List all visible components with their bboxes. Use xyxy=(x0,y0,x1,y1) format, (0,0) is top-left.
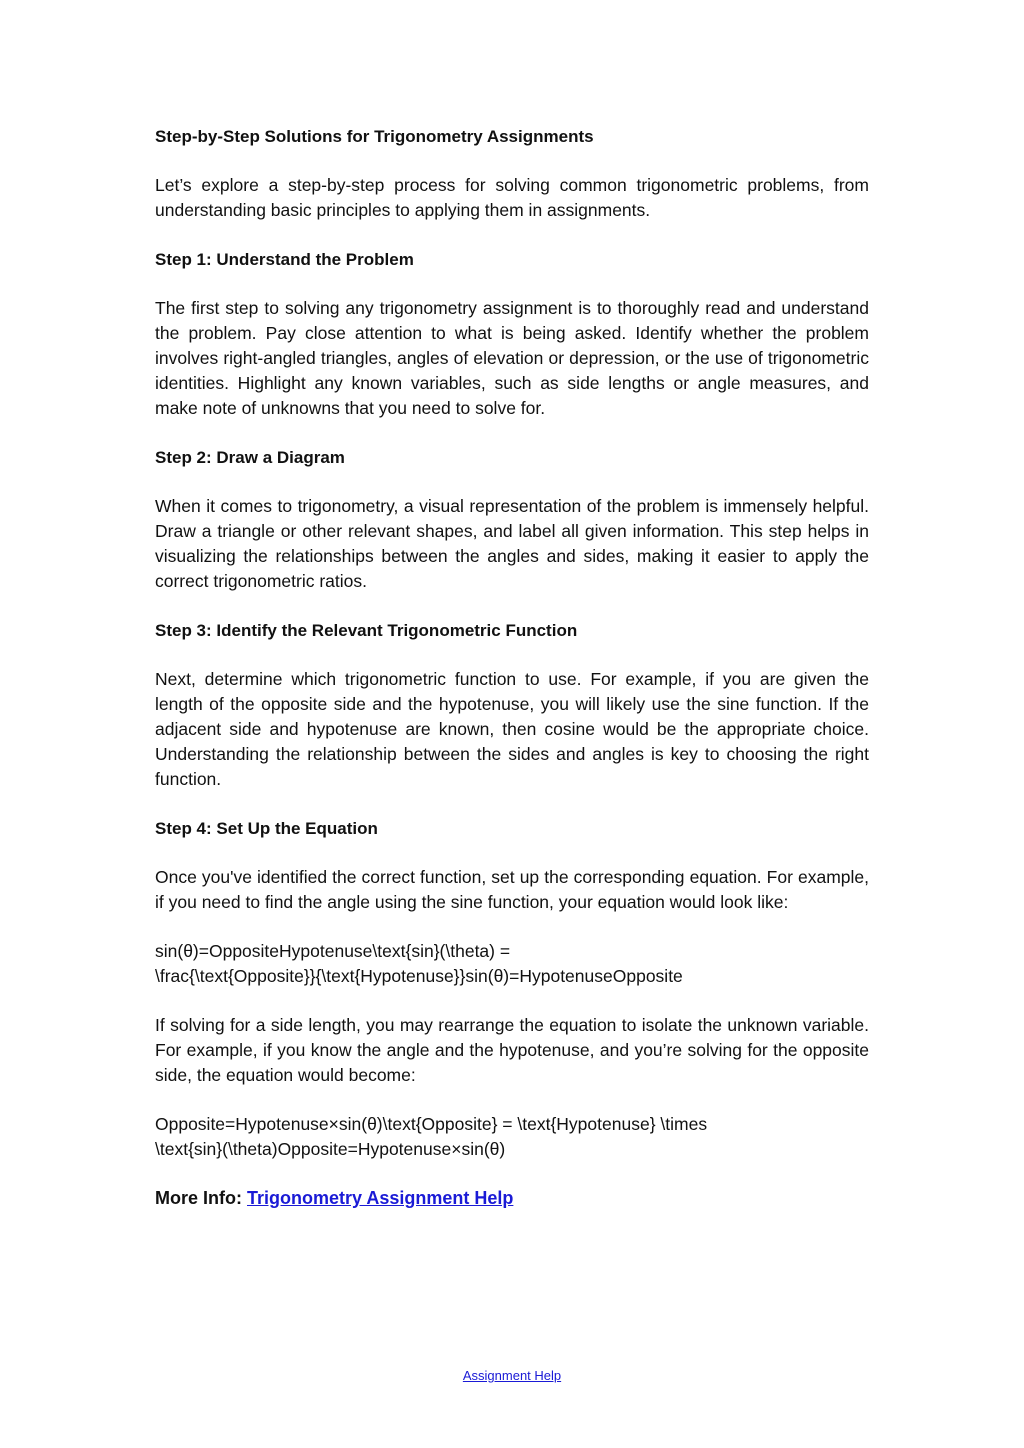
step-1-paragraph: The first step to solving any trigonometry assignment is to thoroughly read and understand the problem. Pay close attention to what is being asked. Identify whether the problem involves right-angled triangles, angles of elevation or depression, or the use of trigonometric identities. Highlight any known variables, such as side lengths or angle measures, and make note of unknowns that you need to solve for. xyxy=(155,298,869,418)
step-1-heading: Step 1: Understand the Problem xyxy=(155,250,414,269)
document-body xyxy=(155,124,869,1211)
opposite-formula xyxy=(155,1112,869,1162)
step-4-paragraph-2: If solving for a side length, you may rearrange the equation to isolate the unknown variable. For example, if you know the angle and the hypotenuse, and you’re solving for the opposite side, the equation would become: xyxy=(155,1015,869,1085)
step-3-heading: Step 3: Identify the Relevant Trigonometric Function xyxy=(155,621,578,640)
sine-formula-line-2: \frac{\text{Opposite}}{\text{Hypotenuse}}sin(θ)=HypotenuseOpposite xyxy=(155,966,683,986)
intro-paragraph: Let’s explore a step-by-step process for solving common trigonometric problems, from understanding basic principles to applying them in assignments. xyxy=(155,175,869,220)
sine-formula-line-1: sin(θ)=OppositeHypotenuse\text{sin}(\theta) = xyxy=(155,941,511,961)
opposite-formula-line-1: Opposite=Hypotenuse×sin(θ)\text{Opposite} = \text{Hypotenuse} \times xyxy=(155,1114,708,1134)
step-4-paragraph: Once you've identified the correct function, set up the corresponding equation. For example, if you need to find the angle using the sine function, your equation would look like: xyxy=(155,867,869,912)
step-3-paragraph: Next, determine which trigonometric function to use. For example, if you are given the length of the opposite side and the hypotenuse, you will likely use the sine function. If the adjacent side and hypotenuse are known, then cosine would be the appropriate choice. Understanding the relationship between the sides and angles is key to choosing the right function. xyxy=(155,669,869,789)
more-info xyxy=(155,1186,869,1211)
more-info-label: More Info: xyxy=(155,1188,242,1208)
sine-formula xyxy=(155,939,869,989)
page-footer xyxy=(0,1368,1024,1383)
trigonometry-assignment-help-link[interactable]: Trigonometry Assignment Help xyxy=(247,1188,514,1208)
step-2-heading: Step 2: Draw a Diagram xyxy=(155,448,345,467)
step-4-heading: Step 4: Set Up the Equation xyxy=(155,819,378,838)
step-2-paragraph: When it comes to trigonometry, a visual representation of the problem is immensely helpful. Draw a triangle or other relevant shapes, and label all given information. This step helps in visualizing the relationships between the angles and sides, making it easier to apply the correct trigonometric ratios. xyxy=(155,496,869,591)
footer-assignment-help-link[interactable]: Assignment Help xyxy=(462,1368,562,1383)
page-title: Step-by-Step Solutions for Trigonometry Assignments xyxy=(155,127,594,146)
opposite-formula-line-2: \text{sin}(\theta)Opposite=Hypotenuse×sin(θ) xyxy=(155,1139,506,1159)
